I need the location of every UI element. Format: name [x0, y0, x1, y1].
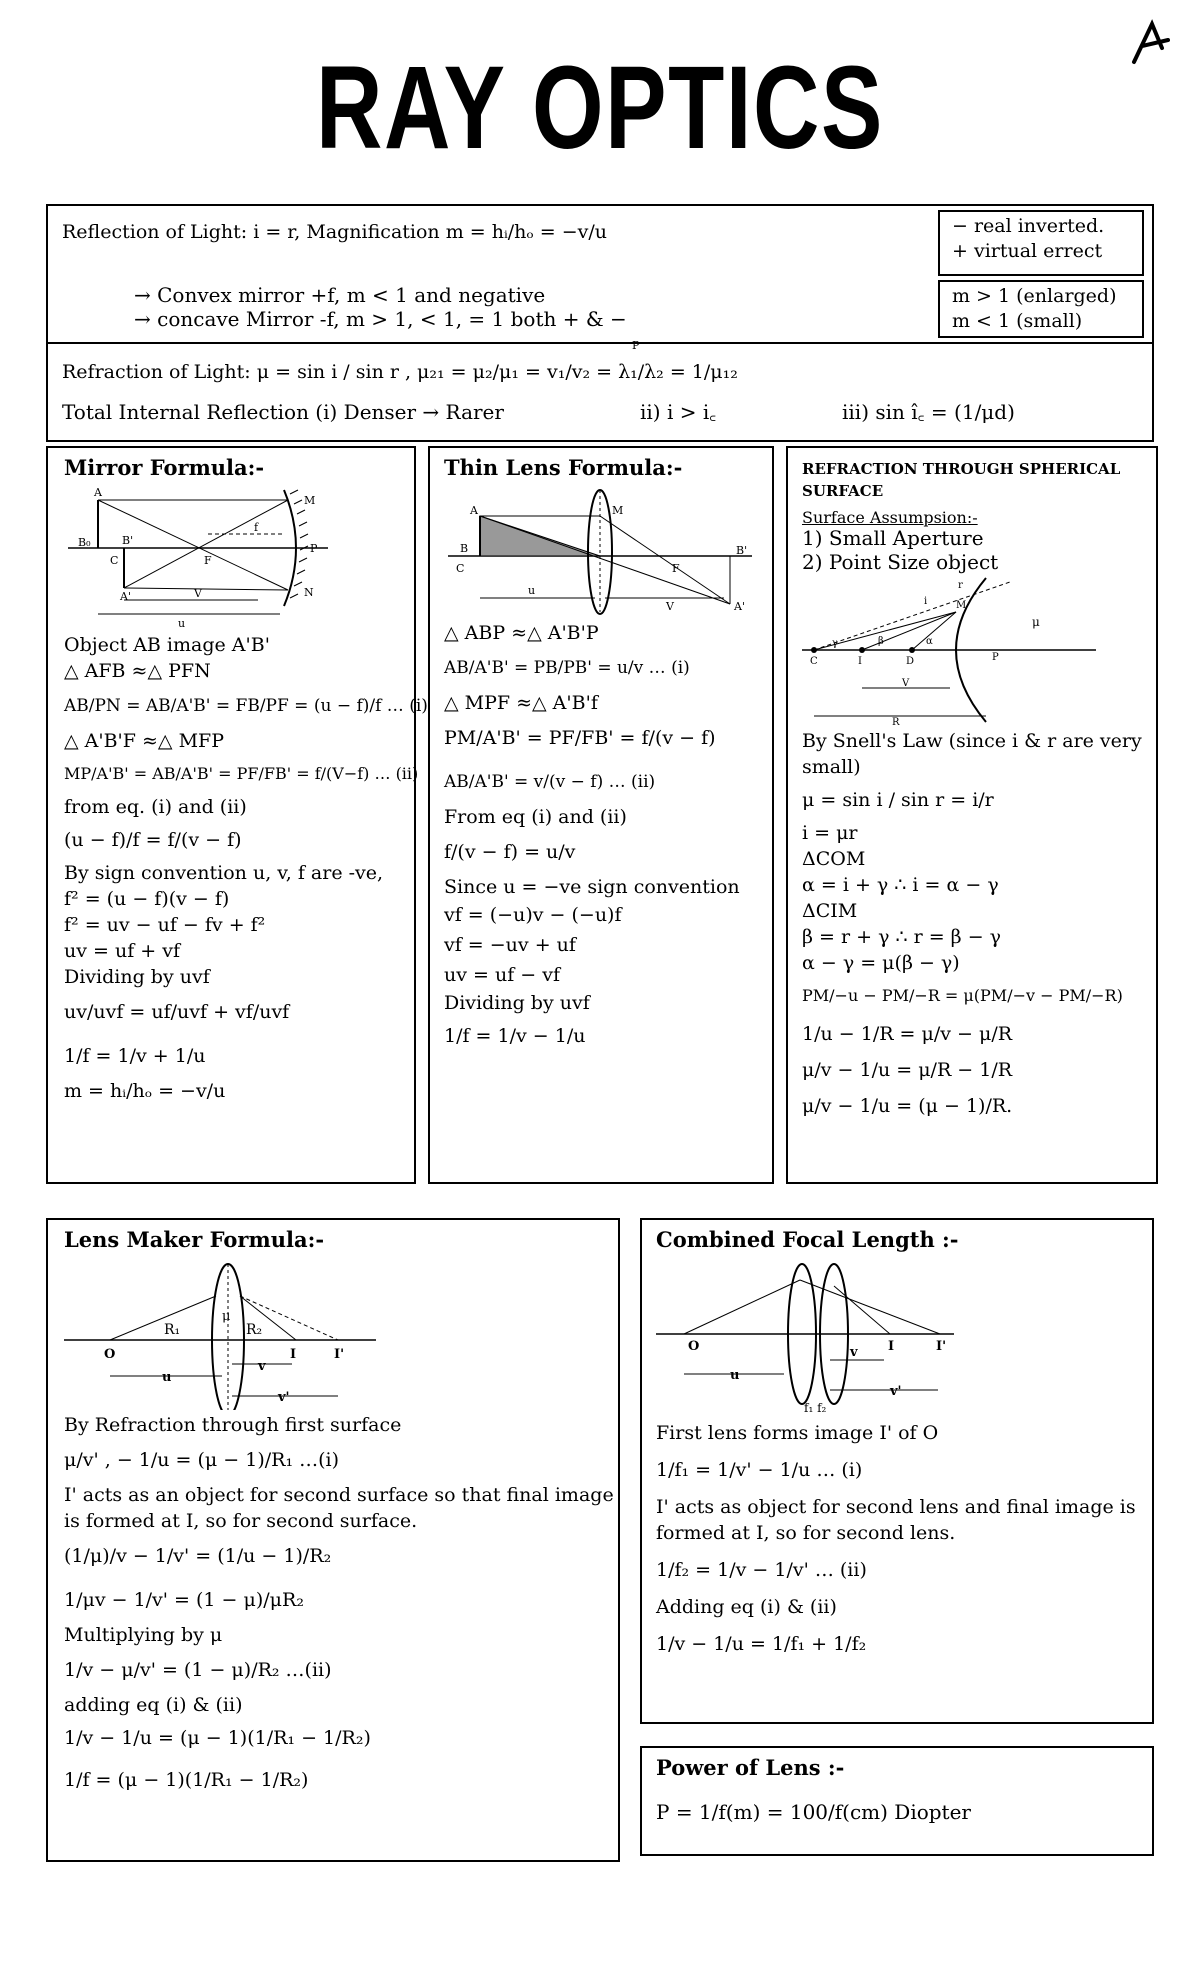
- spherical-heading: [802, 458, 1120, 502]
- lens-label-a1: A': [734, 600, 745, 613]
- mirror-label-n: N: [304, 586, 314, 599]
- lm-label-v1: v': [278, 1390, 290, 1405]
- combined-derivation: [656, 1420, 1148, 1668]
- sph-label-d: D: [906, 656, 915, 667]
- convex-mirror-line: → Convex mirror +f, m < 1 and negative: [134, 283, 546, 307]
- sph-line: i = μr: [802, 822, 858, 844]
- sph-label-r: r: [958, 580, 963, 591]
- sph-line: ΔCOM: [802, 848, 866, 870]
- mirror-line: m = hᵢ/hₒ = −v/u: [64, 1080, 226, 1102]
- combined-heading: Combined Focal Length :-: [656, 1227, 959, 1252]
- sph-label-i-angle: i: [924, 596, 928, 607]
- mirror-line: △ A'B'F ≈△ MFP: [64, 730, 224, 752]
- mirror-line: uv = uf + vf: [64, 940, 181, 962]
- sph-label-p: P: [992, 652, 999, 663]
- mirror-line: uv/uvf = uf/uvf + vf/uvf: [64, 1001, 290, 1023]
- mirror-label-u: u: [178, 617, 186, 630]
- lens-line: AB/A'B' = PB/PB' = u/v … (i): [444, 658, 690, 678]
- cf-label-f: f₁ f₂: [804, 1401, 827, 1414]
- cf-line: Adding eq (i) & (ii): [656, 1596, 837, 1618]
- lens-label-u: u: [528, 584, 536, 597]
- cf-label-v: v: [850, 1345, 858, 1360]
- cf-label-i1: I': [936, 1339, 947, 1354]
- lens-label-a: A: [470, 504, 478, 517]
- mirror-label-f-small: f: [254, 521, 259, 534]
- mirror-label-p: P: [310, 542, 318, 555]
- lens-maker-diagram: [58, 1250, 388, 1410]
- cf-line: 1/f₁ = 1/v' − 1/u … (i): [656, 1459, 863, 1481]
- combined-diagram: [654, 1254, 974, 1414]
- lm-line: 1/μv − 1/v' = (1 − μ)/μR₂: [64, 1589, 304, 1611]
- lm-line: 1/f = (μ − 1)(1/R₁ − 1/R₂): [64, 1769, 309, 1791]
- spherical-derivation: [802, 728, 1154, 1124]
- sph-line: μ/v − 1/u = (μ − 1)/R.: [802, 1095, 1013, 1117]
- lens-line: AB/A'B' = v/(v − f) … (ii): [444, 772, 656, 792]
- sph-line: small): [802, 756, 861, 778]
- mirror-diagram: [58, 480, 358, 630]
- lens-label-b: B: [460, 542, 469, 555]
- cf-line: First lens forms image I' of O: [656, 1422, 939, 1444]
- lm-label-i: I: [290, 1347, 297, 1362]
- lens-line: △ MPF ≈△ A'B'f: [444, 692, 598, 714]
- sph-label-gamma: γ: [832, 638, 838, 649]
- spherical-heading-l2: SURFACE: [802, 482, 884, 500]
- sph-label-i: I: [858, 656, 862, 667]
- mirror-derivation: [64, 632, 428, 1104]
- logo-letter: A: [1128, 18, 1129, 19]
- lens-label-f: F: [672, 562, 680, 575]
- sign-note-l2: + virtual errect: [952, 240, 1103, 262]
- logo-a-icon: [1128, 18, 1178, 68]
- spherical-diagram: [796, 576, 1156, 726]
- lens-line: Since u = −ve sign convention: [444, 876, 740, 898]
- lm-label-r1: R₁: [164, 1322, 181, 1338]
- lens-line: △ ABP ≈△ A'B'P: [444, 622, 599, 644]
- mirror-label-a: A: [94, 486, 102, 499]
- mirror-label-a1: A': [120, 590, 131, 603]
- sph-line: α − γ = μ(β − γ): [802, 952, 960, 974]
- lm-line: (1/μ)/v − 1/v' = (1/u − 1)/R₂: [64, 1545, 332, 1567]
- magnification-note-l2: m < 1 (small): [952, 310, 1083, 332]
- lens-line: From eq (i) and (ii): [444, 806, 627, 828]
- mirror-line: AB/PN = AB/A'B' = FB/PF = (u − f)/f … (i): [64, 696, 428, 716]
- mirror-line: f² = (u − f)(v − f): [64, 888, 230, 910]
- sph-label-mu: μ: [1032, 615, 1040, 629]
- sph-line: μ/v − 1/u = μ/R − 1/R: [802, 1059, 1013, 1081]
- spherical-heading-l1: REFRACTION THROUGH SPHERICAL: [802, 460, 1121, 478]
- concave-mirror-line: → concave Mirror -f, m > 1, < 1, = 1 both + & −: [134, 307, 627, 331]
- sph-label-alpha: α: [926, 636, 933, 647]
- sph-line: ΔCIM: [802, 900, 858, 922]
- power-heading: Power of Lens :-: [656, 1755, 845, 1780]
- mirror-label-bo: B₀: [78, 536, 91, 549]
- sign-note: [938, 210, 1144, 276]
- magnification-note: [938, 280, 1144, 338]
- sph-label-m: M: [956, 600, 967, 611]
- mirror-line: Object AB image A'B': [64, 634, 270, 656]
- lm-line: 1/v − 1/u = (μ − 1)(1/R₁ − 1/R₂): [64, 1727, 371, 1749]
- lm-label-u: u: [162, 1370, 172, 1385]
- lens-label-b1: B': [736, 544, 748, 557]
- thin-lens-diagram: [440, 486, 760, 616]
- mirror-label-b1: B': [122, 534, 134, 547]
- sph-line: 1/u − 1/R = μ/v − μ/R: [802, 1023, 1013, 1045]
- lm-line: μ/v' , − 1/u = (μ − 1)/R₁ …(i): [64, 1449, 340, 1471]
- tir-line: Total Internal Reflection (i) Denser → Rarer: [62, 400, 504, 424]
- lens-line: vf = (−u)v − (−u)f: [444, 904, 622, 926]
- mirror-line: Dividing by uvf: [64, 966, 210, 988]
- lm-line: I' acts as an object for second surface so that final image: [64, 1484, 614, 1506]
- refraction-box: [46, 342, 1154, 442]
- mirror-line: MP/A'B' = AB/A'B' = PF/FB' = f/(V−f) … (ii): [64, 764, 419, 783]
- magnification-note-l1: m > 1 (enlarged): [952, 285, 1117, 307]
- cf-line: I' acts as object for second lens and final image is: [656, 1496, 1136, 1518]
- lens-line: vf = −uv + uf: [444, 934, 576, 956]
- cf-line: formed at I, so for second lens.: [656, 1522, 956, 1544]
- assumption-1: 1) Small Aperture: [802, 526, 984, 550]
- cf-line: 1/f₂ = 1/v − 1/v' … (ii): [656, 1559, 867, 1581]
- lens-label-v: V: [666, 600, 674, 613]
- cf-label-o: O: [688, 1339, 700, 1354]
- lm-label-r2: R₂: [246, 1322, 263, 1338]
- sph-label-v: V: [902, 678, 910, 689]
- lm-line: 1/v − μ/v' = (1 − μ)/R₂ …(ii): [64, 1659, 332, 1681]
- lm-line: Multiplying by μ: [64, 1624, 223, 1646]
- mirror-label-c: C: [110, 554, 119, 567]
- lens-maker-derivation: [64, 1412, 612, 1802]
- lens-line: uv = uf − vf: [444, 964, 561, 986]
- page-title: RAY OPTICS: [315, 42, 885, 174]
- lm-label-mu: μ: [222, 1309, 231, 1324]
- lens-label-c: C: [456, 562, 465, 575]
- cf-line: 1/v − 1/u = 1/f₁ + 1/f₂: [656, 1633, 867, 1655]
- power-formula: P = 1/f(m) = 100/f(cm) Diopter: [656, 1800, 971, 1824]
- lm-label-o: O: [104, 1347, 116, 1362]
- sph-line: By Snell's Law (since i & r are very: [802, 730, 1142, 752]
- tir-cond2: ii) i > i꜀: [640, 400, 717, 424]
- mirror-line: (u − f)/f = f/(v − f): [64, 829, 242, 851]
- thin-lens-derivation: [444, 620, 766, 1056]
- mirror-heading: Mirror Formula:-: [64, 455, 265, 480]
- sph-line: β = r + γ ∴ r = β − γ: [802, 926, 1002, 948]
- stray-p: P: [632, 339, 640, 352]
- lm-label-i1: I': [334, 1347, 345, 1362]
- mirror-line: from eq. (i) and (ii): [64, 796, 247, 818]
- mirror-label-m: M: [304, 494, 316, 507]
- mirror-label-f: F: [204, 554, 212, 567]
- mirror-line: By sign convention u, v, f are -ve,: [64, 862, 384, 884]
- sph-line: PM/−u − PM/−R = μ(PM/−v − PM/−R): [802, 986, 1123, 1005]
- lens-line: Dividing by uvf: [444, 992, 590, 1014]
- tir-cond3: iii) sin î꜀ = (1/μd): [842, 400, 1015, 424]
- lm-line: adding eq (i) & (ii): [64, 1694, 243, 1716]
- sph-label-beta: β: [878, 636, 884, 647]
- mirror-line: f² = uv − uf − fv + f²: [64, 914, 266, 936]
- sph-line: μ = sin i / sin r = i/r: [802, 789, 994, 811]
- lens-line: PM/A'B' = PF/FB' = f/(v − f): [444, 727, 716, 749]
- thin-lens-heading: Thin Lens Formula:-: [444, 455, 683, 480]
- assumption-2: 2) Point Size object: [802, 550, 999, 574]
- sign-note-l1: − real inverted.: [952, 215, 1105, 237]
- lens-line: 1/f = 1/v − 1/u: [444, 1025, 586, 1047]
- mirror-label-v: V: [194, 587, 202, 600]
- lm-line: is formed at I, so for second surface.: [64, 1510, 418, 1532]
- lm-label-v: v: [258, 1359, 266, 1374]
- reflection-line: Reflection of Light: i = r, Magnification m = hᵢ/hₒ = −v/u: [62, 221, 608, 243]
- logo-mark: [1128, 18, 1178, 68]
- refraction-line: Refraction of Light: μ = sin i / sin r , μ₂₁ = μ₂/μ₁ = v₁/v₂ = λ₁/λ₂ = 1/μ₁₂: [62, 361, 738, 383]
- lens-maker-heading: Lens Maker Formula:-: [64, 1227, 325, 1252]
- sph-line: α = i + γ ∴ i = α − γ: [802, 874, 999, 896]
- lens-line: f/(v − f) = u/v: [444, 841, 576, 863]
- cf-label-u: u: [730, 1368, 740, 1383]
- lens-label-m: M: [612, 504, 624, 517]
- sph-label-r-radius: R: [892, 717, 900, 726]
- lm-line: By Refraction through first surface: [64, 1414, 402, 1436]
- cf-label-v1: v': [890, 1384, 902, 1399]
- surface-assumption: Surface Assumpsion:-: [802, 508, 978, 527]
- cf-label-i: I: [888, 1339, 895, 1354]
- mirror-line: 1/f = 1/v + 1/u: [64, 1045, 206, 1067]
- sph-label-c: C: [810, 656, 818, 667]
- mirror-line: △ AFB ≈△ PFN: [64, 660, 211, 682]
